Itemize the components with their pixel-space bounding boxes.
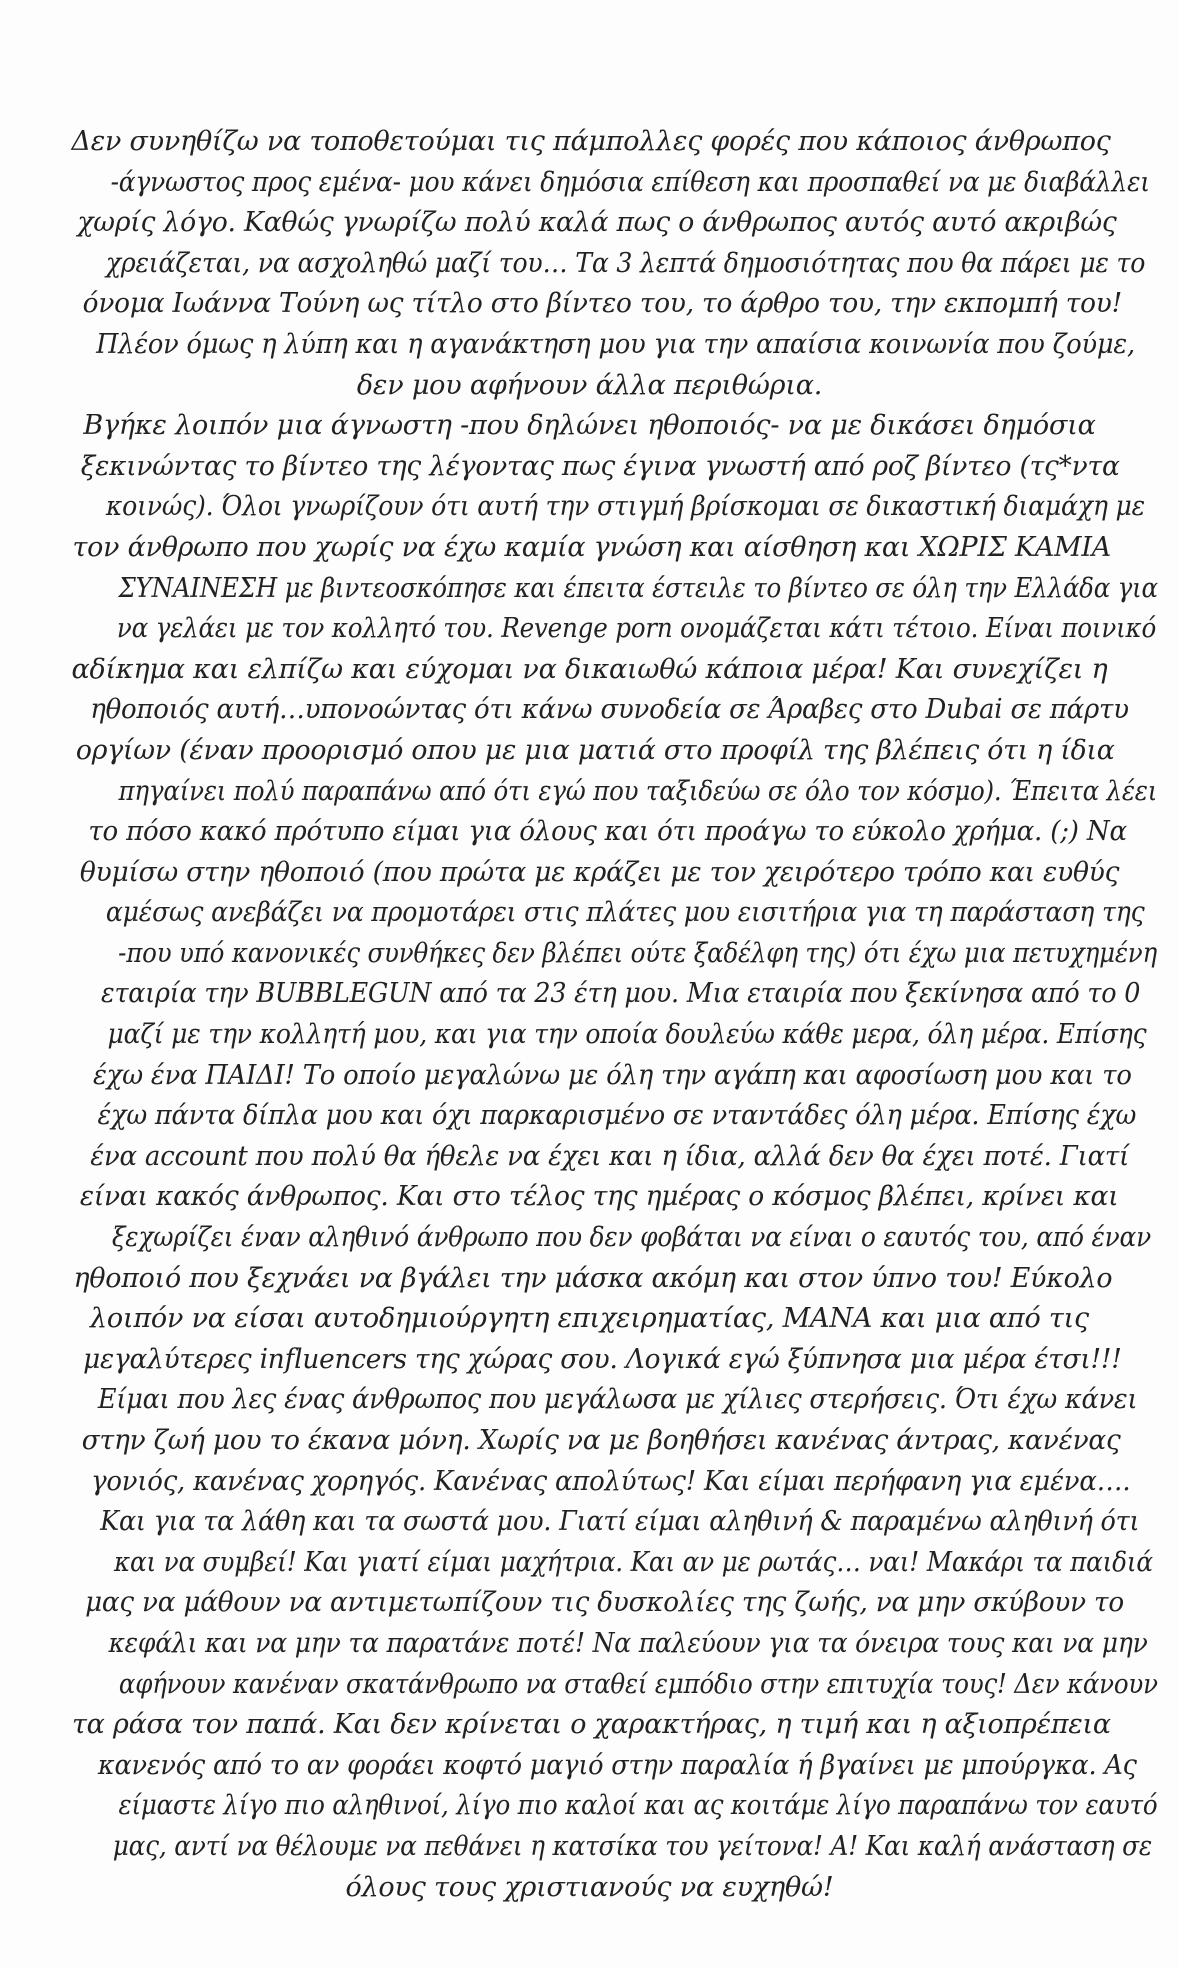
text-line: δεν μου αφήνουν άλλα περιθώρια. [356, 369, 823, 401]
text-line: να γελάει με τον κολλητό του. Revenge porn ονομάζεται κάτι τέτοιο. Είναι ποινικό [116, 613, 1157, 645]
text-line: έχω ένα ΠΑΙΔΙ! Το οποίο μεγαλώνω με όλη την αγάπη και αφοσίωση μου και το [92, 1059, 1132, 1091]
text-line: ξεχωρίζει έναν αληθινό άνθρωπο που δεν φοβάται να είναι ο εαυτός του, από έναν [111, 1222, 1152, 1254]
text-line: λοιπόν να είσαι αυτοδημιούργητη επιχειρηματίας, ΜΑΝΑ και μια από τις [90, 1303, 1089, 1335]
text-line: μας να μάθουν να αντιμετωπίζουν τις δυσκολίες της ζωής, να μην σκύβουν το [85, 1587, 1124, 1619]
text-line: μας, αντί να θέλουμε να πεθάνει η κατσίκα του γείτονα! Α! Και καλή ανάσταση σε [112, 1830, 1152, 1862]
text-line: Είμαι που λες ένας άνθρωπος που μεγάλωσα με χίλιες στερήσεις. Ότι έχω κάνει [97, 1384, 1138, 1416]
text-line: εταιρία την BUBBLEGUN από τα 23 έτη μου. Μια εταιρία που ξεκίνησα από το 0 [101, 978, 1141, 1010]
text-line: χρειάζεται, να ασχοληθώ μαζί του… Τα 3 λεπτά δημοσιότητας που θα πάρει με το [105, 247, 1146, 279]
text-line: αφήνουν κανέναν σκατάνθρωπο να σταθεί εμπόδιο στην επιτυχία τους! Δεν κάνουν [118, 1668, 1158, 1700]
text-line: Δεν συνηθίζω να τοποθετούμαι τις πάμπολλες φορές που κάποιος άνθρωπος [71, 126, 1111, 157]
text-line: όλους τους χριστιανούς να ευχηθώ! [345, 1871, 834, 1903]
text-line: κεφάλι και να μην τα παρατάνε ποτέ! Να παλεύουν για τα όνειρα τους και να μην [108, 1627, 1148, 1659]
text-line: ηθοποιό που ξεχνάει να βγάλει την μάσκα ακόμη και στον ύπνο του! Εύκολο [73, 1262, 1113, 1294]
text-line: τα ράσα τον παπά. Και δεν κρίνεται ο χαρακτήρας, η τιμή και η αξιοπρέπεια [71, 1709, 1111, 1741]
text-line: και να συμβεί! Και γιατί είμαι μαχήτρια. Και αν με ρωτάς… ναι! Μακάρι τα παιδιά [113, 1546, 1153, 1578]
text-line: χωρίς λόγο. Καθώς γνωρίζω πολύ καλά πως ο άνθρωπος αυτός αυτό ακριβώς [77, 207, 1117, 239]
text-line: στην ζωή μου το έκανα μόνη. Χωρίς να με βοηθήσει κανένας άντρας, κανένας [81, 1425, 1121, 1456]
text-line: θυμίσω στην ηθοποιό (που πρώτα με κράζει με τον χειρότερο τρόπο και ευθύς [79, 856, 1120, 888]
text-line: όνομα Ιωάννα Τούνη ως τίτλο στο βίντεο του, το άρθρο του, την εκπομπή του! [82, 288, 1122, 320]
text-line: γονιός, κανένας χορηγός. Κανένας απολύτως! Και είμαι περήφανη για εμένα…. [91, 1465, 1131, 1497]
text-line: ξεκινώντας το βίντεο της λέγοντας πως έγινα γνωστή από ροζ βίντεο (τς*ντα [80, 450, 1120, 482]
text-line: μαζί με την κολλητή μου, και για την οποία δουλεύω κάθε μερα, όλη μέρα. Επίσης [107, 1019, 1147, 1051]
text-line: τον άνθρωπο που χωρίς να έχω καμία γνώση και αίσθηση και ΧΩΡΙΣ ΚΑΜΙΑ [72, 531, 1112, 563]
text-line: το πόσο κακό πρότυπο είμαι για όλους και ότι προάγω το εύκολο χρήμα. (;) Να [88, 816, 1127, 848]
text-line: μεγαλύτερες influencers της χώρας σου. Λογικά εγώ ξύπνησα μια μέρα έτσι!!! [83, 1343, 1122, 1375]
text-line: ένα account που πολύ θα ήθελε να έχει και η ίδια, αλλά δεν θα έχει ποτέ. Γιατί [90, 1140, 1130, 1172]
text-line: -άγνωστος προς εμένα- μου κάνει δημόσια επίθεση και προσπαθεί να με διαβάλλει [110, 166, 1150, 198]
text-line: οργίων (έναν προορισμό οπου με μια ματιά στο προφίλ της βλέπεις ότι η ίδια [75, 734, 1115, 766]
text-line: αμέσως ανεβάζει να προμοτάρει στις πλάτες μου εισιτήρια για τη παράσταση της [105, 897, 1145, 929]
text-line: ηθοποιός αυτή…υπονοώντας ότι κάνω συνοδεία σε Άραβες στο Dubai σε πάρτυ [90, 694, 1129, 726]
text-line: αδίκημα και ελπίζω και εύχομαι να δικαιωθώ κάποια μέρα! Και συνεχίζει η [71, 653, 1108, 685]
text-line: πηγαίνει πολύ παραπάνω από ότι εγώ που ταξιδεύω σε όλο τον κόσμο). Έπειτα λέει [118, 775, 1158, 807]
text-line: Πλέον όμως η λύπη και η αγανάκτηση μου για την απαίσια κοινωνία που ζούμε, [96, 328, 1135, 360]
text-line: είμαστε λίγο πιο αληθινοί, λίγο πιο καλοί και ας κοιτάμε λίγο παραπάνω τον εαυτό [118, 1790, 1158, 1822]
text-line: κανενός από το αν φοράει κοφτό μαγιό στην παραλία ή βγαίνει με μπούργκα. Ας [97, 1749, 1137, 1781]
statement-text [70, 122, 1158, 1908]
text-line: κοινώς). Όλοι γνωρίζουν ότι αυτή την στιγμή βρίσκομαι σε δικαστική διαμάχη με [105, 491, 1145, 523]
text-line: Βγήκε λοιπόν μια άγνωστη -που δηλώνει ηθοποιός- να με δικάσει δημόσια [83, 410, 1096, 442]
text-line: ΣΥΝΑΙΝΕΣΗ με βιντεοσκόπησε και έπειτα έστειλε το βίντεο σε όλη την Ελλάδα για [118, 572, 1158, 604]
text-line: -που υπό κανονικές συνθήκες δεν βλέπει ούτε ξαδέλφη της) ότι έχω μια πετυχημένη [118, 937, 1158, 969]
text-line: είναι κακός άνθρωπος. Και στο τέλος της ημέρας ο κόσμος βλέπει, κρίνει και [79, 1181, 1119, 1213]
text-line: Και για τα λάθη και τα σωστά μου. Γιατί είμαι αληθινή & παραμένω αληθινή ότι [100, 1506, 1140, 1538]
text-line: έχω πάντα δίπλα μου και όχι παρκαρισμένο σε νταντάδες όλη μέρα. Επίσης έχω [97, 1100, 1137, 1132]
